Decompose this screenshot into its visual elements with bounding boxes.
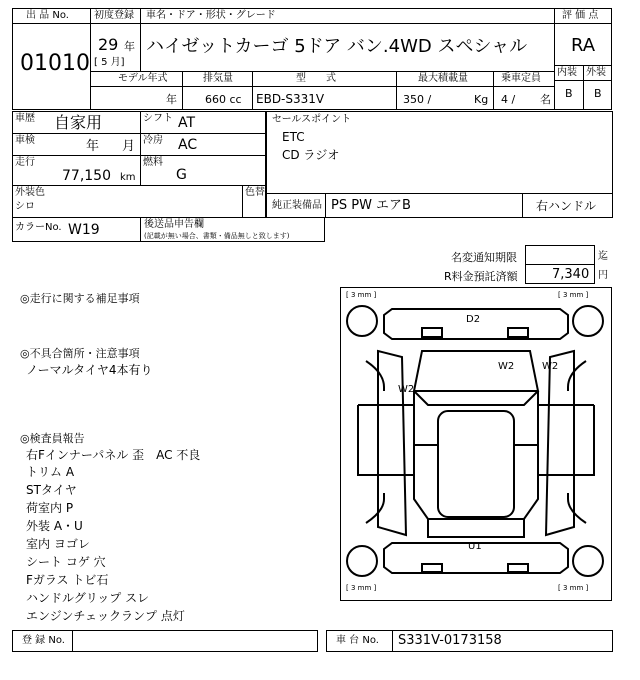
overall-score: RA xyxy=(571,35,596,56)
inspection-label: 車検 xyxy=(15,135,35,146)
name-change-unit: 迄 xyxy=(598,251,608,262)
mark-right-front-door: W2 xyxy=(542,361,559,372)
first-registration-label: 初度登録 xyxy=(94,10,134,21)
displacement-label: 排気量 xyxy=(203,73,233,84)
defects-title: ◎不具合箇所・注意事項 xyxy=(20,347,140,360)
model-year-unit: 年 xyxy=(166,93,177,106)
chassis-number-label: 車 台 No. xyxy=(336,635,379,646)
mileage-label: 走行 xyxy=(15,157,35,168)
capacity-unit: 名 xyxy=(540,93,551,106)
lot-number: 01010 xyxy=(20,51,90,76)
lot-number-label: 出 品 No. xyxy=(26,10,69,21)
shift-label: シフト xyxy=(143,113,173,124)
inspector-item: 右Fインナーパネル 歪 AC 不良 xyxy=(26,448,201,462)
registration-month: [ 5 月] xyxy=(94,57,125,68)
aircon-value: AC xyxy=(178,137,198,153)
aircon-label: 冷房 xyxy=(143,135,163,146)
model-code-value: EBD-S331V xyxy=(256,92,325,106)
car-name: ハイゼットカーゴ 5ドア バン.4WD スペシャル xyxy=(146,36,528,57)
model-year-label: モデル年式 xyxy=(118,73,168,84)
tire-depth-front-left: [ 3 mm ] xyxy=(346,584,377,592)
post-docs-note: (記載が無い場合、書類・備品無しと致します) xyxy=(144,232,290,240)
color-number-label: カラーNo. xyxy=(15,222,62,233)
name-change-field xyxy=(525,245,595,265)
interior-label: 内装 xyxy=(557,67,577,78)
inspector-item: Fガラス トビ石 xyxy=(26,573,109,587)
inspector-item: STタイヤ xyxy=(26,483,77,497)
recycle-fee-label: R料金預託済額 xyxy=(444,270,518,283)
mark-left-side: W2 xyxy=(398,384,415,395)
recycle-fee-unit: 円 xyxy=(598,270,608,281)
model-code-label: 型 式 xyxy=(296,73,336,84)
registration-number-label: 登 録 No. xyxy=(22,635,65,646)
sales-point-item: CD ラジオ xyxy=(282,148,340,162)
exterior-label: 外装 xyxy=(586,67,606,78)
inspection-month-unit: 月 xyxy=(122,139,136,154)
repaint-label: 色替 xyxy=(245,187,265,198)
max-load-label: 最大積載量 xyxy=(418,73,468,84)
mileage-unit: km xyxy=(120,172,136,183)
exterior-color-label: 外装色 xyxy=(15,187,45,198)
displacement-value: 660 cc xyxy=(205,93,242,106)
history-label: 車歴 xyxy=(15,113,35,124)
post-docs-title: 後送品申告欄 xyxy=(144,219,204,230)
interior-grade: B xyxy=(565,87,573,100)
recycle-fee-amount: 7,340 xyxy=(552,267,590,282)
inspector-item: 室内 ヨゴレ xyxy=(26,537,90,551)
shift-value: AT xyxy=(178,115,196,131)
inspector-item: トリム A xyxy=(26,465,75,479)
registration-year: 29 xyxy=(98,35,119,54)
mark-left-front-door: W2 xyxy=(498,361,515,372)
fuel-value: G xyxy=(176,167,187,183)
fuel-label: 燃料 xyxy=(143,157,163,168)
inspection-year-unit: 年 xyxy=(86,139,100,154)
car-name-label: 車名・ドア・形状・グレード xyxy=(146,10,276,21)
chassis-number-value: S331V-0173158 xyxy=(398,633,502,648)
inspector-item: エンジンチェックランプ 点灯 xyxy=(26,609,185,623)
genuine-equip-label: 純正装備品 xyxy=(272,200,322,211)
name-change-label: 名変通知期限 xyxy=(451,251,517,264)
tire-depth-rear-right: [ 3 mm ] xyxy=(558,291,589,299)
details-box xyxy=(12,111,266,218)
color-number-value: W19 xyxy=(68,222,100,238)
capacity-value: 4 / xyxy=(501,93,516,106)
mileage-value: 77,150 xyxy=(62,168,111,184)
exterior-grade: B xyxy=(594,87,602,100)
max-load-unit: Kg xyxy=(474,93,489,106)
genuine-equip-value: PS PW エアB xyxy=(331,198,411,213)
tire-depth-front-right: [ 3 mm ] xyxy=(558,584,589,592)
sales-points-label: セールスポイント xyxy=(272,114,352,125)
inspector-item: シート コゲ 穴 xyxy=(26,555,106,569)
registration-year-unit: 年 xyxy=(124,40,135,53)
inspector-report-title: ◎検査員報告 xyxy=(20,432,85,445)
driving-notes-title: ◎走行に関する補足事項 xyxy=(20,292,140,305)
capacity-label: 乗車定員 xyxy=(501,73,541,84)
inspector-item: 荷室内 P xyxy=(26,501,74,515)
history-value: 自家用 xyxy=(54,113,103,132)
mark-front-bumper: U1 xyxy=(468,541,482,552)
tire-depth-rear-left: [ 3 mm ] xyxy=(346,291,377,299)
defect-item: ノーマルタイヤ4本有り xyxy=(26,363,153,377)
mark-rear-bumper: D2 xyxy=(466,314,481,325)
sales-point-item: ETC xyxy=(282,130,305,144)
inspector-item: 外装 A・U xyxy=(26,519,83,533)
car-diagram-drawing xyxy=(340,287,612,601)
max-load-value: 350 / xyxy=(403,93,432,106)
exterior-color-value: シロ xyxy=(15,201,35,212)
inspector-item: ハンドルグリップ スレ xyxy=(26,591,150,605)
score-label: 評 価 点 xyxy=(562,10,599,21)
steering-value: 右ハンドル xyxy=(536,199,597,213)
